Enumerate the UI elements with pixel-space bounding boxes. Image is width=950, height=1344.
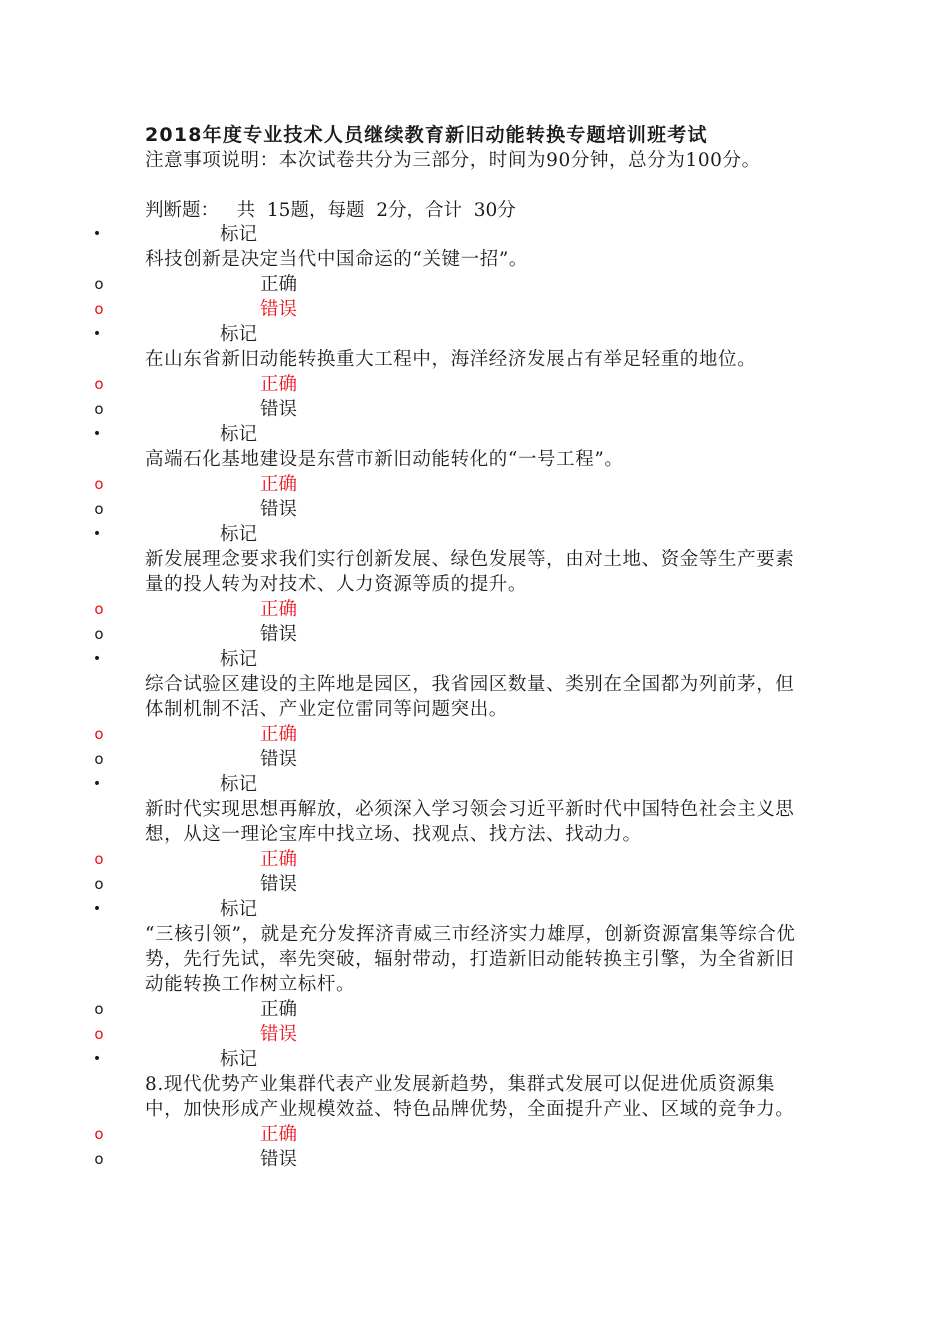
option-true[interactable] <box>0 722 950 747</box>
option-label[interactable]: 正确 <box>260 374 298 395</box>
exam-notice: 注意事项说明：本次试卷共分为三部分，时间为90分钟，总分为100分。 <box>145 150 761 171</box>
question-text: 科技创新是决定当代中国命运的“关键一招”。 <box>145 249 529 270</box>
option-label[interactable]: 错误 <box>260 399 298 420</box>
mark-label[interactable]: 标记 <box>220 424 258 445</box>
option-true[interactable] <box>0 847 950 872</box>
radio-circle-icon[interactable]: o <box>94 600 104 618</box>
radio-circle-icon[interactable]: o <box>94 300 104 318</box>
mark-row[interactable] <box>0 522 950 547</box>
mark-label[interactable]: 标记 <box>220 774 258 795</box>
question-text: 8.现代优势产业集群代表产业发展新趋势，集群式发展可以促进优质资源集中，加快形成产业规模效益、特色品牌优势，全面提升产业、区域的竞争力。 <box>145 1074 795 1120</box>
mark-label[interactable]: 标记 <box>220 1049 258 1070</box>
mark-label[interactable]: 标记 <box>220 324 258 345</box>
radio-circle-icon[interactable]: o <box>94 1150 104 1168</box>
bullet-icon: • <box>92 326 102 342</box>
option-label[interactable]: 错误 <box>260 874 298 895</box>
option-label[interactable]: 错误 <box>260 299 298 320</box>
option-true[interactable] <box>0 997 950 1022</box>
option-label[interactable]: 错误 <box>260 1149 298 1170</box>
question-block <box>0 647 950 772</box>
bullet-icon: • <box>92 426 102 442</box>
mark-row[interactable] <box>0 897 950 922</box>
question-list <box>0 222 950 1172</box>
option-false[interactable] <box>0 1022 950 1047</box>
mark-row[interactable] <box>0 322 950 347</box>
bullet-icon: • <box>92 526 102 542</box>
radio-circle-icon[interactable]: o <box>94 1000 104 1018</box>
option-true[interactable] <box>0 372 950 397</box>
option-label[interactable]: 正确 <box>260 599 298 620</box>
question-block <box>0 772 950 897</box>
mark-label[interactable]: 标记 <box>220 524 258 545</box>
radio-circle-icon[interactable]: o <box>94 625 104 643</box>
bullet-icon: • <box>92 1051 102 1067</box>
option-label[interactable]: 错误 <box>260 624 298 645</box>
option-true[interactable] <box>0 272 950 297</box>
mark-label[interactable]: 标记 <box>220 224 258 245</box>
mark-label[interactable]: 标记 <box>220 649 258 670</box>
question-block <box>0 222 950 322</box>
option-true[interactable] <box>0 1122 950 1147</box>
question-text: 高端石化基地建设是东营市新旧动能转化的“一号工程”。 <box>145 449 624 470</box>
question-text: 在山东省新旧动能转换重大工程中，海洋经济发展占有举足轻重的地位。 <box>145 349 757 370</box>
radio-circle-icon[interactable]: o <box>94 750 104 768</box>
mark-row[interactable] <box>0 222 950 247</box>
option-label[interactable]: 错误 <box>260 1024 298 1045</box>
radio-circle-icon[interactable]: o <box>94 275 104 293</box>
option-label[interactable]: 错误 <box>260 499 298 520</box>
radio-circle-icon[interactable]: o <box>94 400 104 418</box>
option-label[interactable]: 正确 <box>260 724 298 745</box>
option-true[interactable] <box>0 472 950 497</box>
option-false[interactable] <box>0 1147 950 1172</box>
bullet-icon: • <box>92 651 102 667</box>
option-label[interactable]: 正确 <box>260 999 298 1020</box>
radio-circle-icon[interactable]: o <box>94 850 104 868</box>
option-label[interactable]: 正确 <box>260 474 298 495</box>
exam-title: 2018年度专业技术人员继续教育新旧动能转换专题培训班考试 <box>145 124 708 146</box>
radio-circle-icon[interactable]: o <box>94 1125 104 1143</box>
bullet-icon: • <box>92 901 102 917</box>
question-block <box>0 322 950 422</box>
option-label[interactable]: 正确 <box>260 849 298 870</box>
question-block <box>0 897 950 1047</box>
bullet-icon: • <box>92 226 102 242</box>
bullet-icon: • <box>92 776 102 792</box>
radio-circle-icon[interactable]: o <box>94 475 104 493</box>
option-label[interactable]: 正确 <box>260 274 298 295</box>
question-block <box>0 522 950 647</box>
question-text: 新发展理念要求我们实行创新发展、绿色发展等，由对土地、资金等生产要素量的投人转为对技术、人力资源等质的提升。 <box>145 549 795 595</box>
radio-circle-icon[interactable]: o <box>94 725 104 743</box>
question-text: 新时代实现思想再解放，必须深入学习领会习近平新时代中国特色社会主义思想，从这一理论宝库中找立场、找观点、找方法、找动力。 <box>145 799 795 845</box>
option-false[interactable] <box>0 622 950 647</box>
radio-circle-icon[interactable]: o <box>94 875 104 893</box>
option-false[interactable] <box>0 747 950 772</box>
mark-row[interactable] <box>0 422 950 447</box>
question-block <box>0 422 950 522</box>
option-true[interactable] <box>0 597 950 622</box>
option-false[interactable] <box>0 397 950 422</box>
question-block <box>0 1047 950 1172</box>
radio-circle-icon[interactable]: o <box>94 500 104 518</box>
mark-row[interactable] <box>0 647 950 672</box>
option-label[interactable]: 错误 <box>260 749 298 770</box>
question-text: “三核引领”，就是充分发挥济青威三市经济实力雄厚，创新资源富集等综合优势，先行先试，率先突破，辐射带动，打造新旧动能转换主引擎，为全省新旧动能转换工作树立标杆。 <box>145 924 796 995</box>
option-false[interactable] <box>0 297 950 322</box>
radio-circle-icon[interactable]: o <box>94 375 104 393</box>
radio-circle-icon[interactable]: o <box>94 1025 104 1043</box>
question-text: 综合试验区建设的主阵地是园区，我省园区数量、类别在全国都为列前茅，但体制机制不活、产业定位雷同等问题突出。 <box>145 674 795 720</box>
option-label[interactable]: 正确 <box>260 1124 298 1145</box>
mark-label[interactable]: 标记 <box>220 899 258 920</box>
option-false[interactable] <box>0 497 950 522</box>
mark-row[interactable] <box>0 772 950 797</box>
section-header: 判断题： 共 15题，每题 2分，合计 30分 <box>145 200 516 221</box>
option-false[interactable] <box>0 872 950 897</box>
mark-row[interactable] <box>0 1047 950 1072</box>
